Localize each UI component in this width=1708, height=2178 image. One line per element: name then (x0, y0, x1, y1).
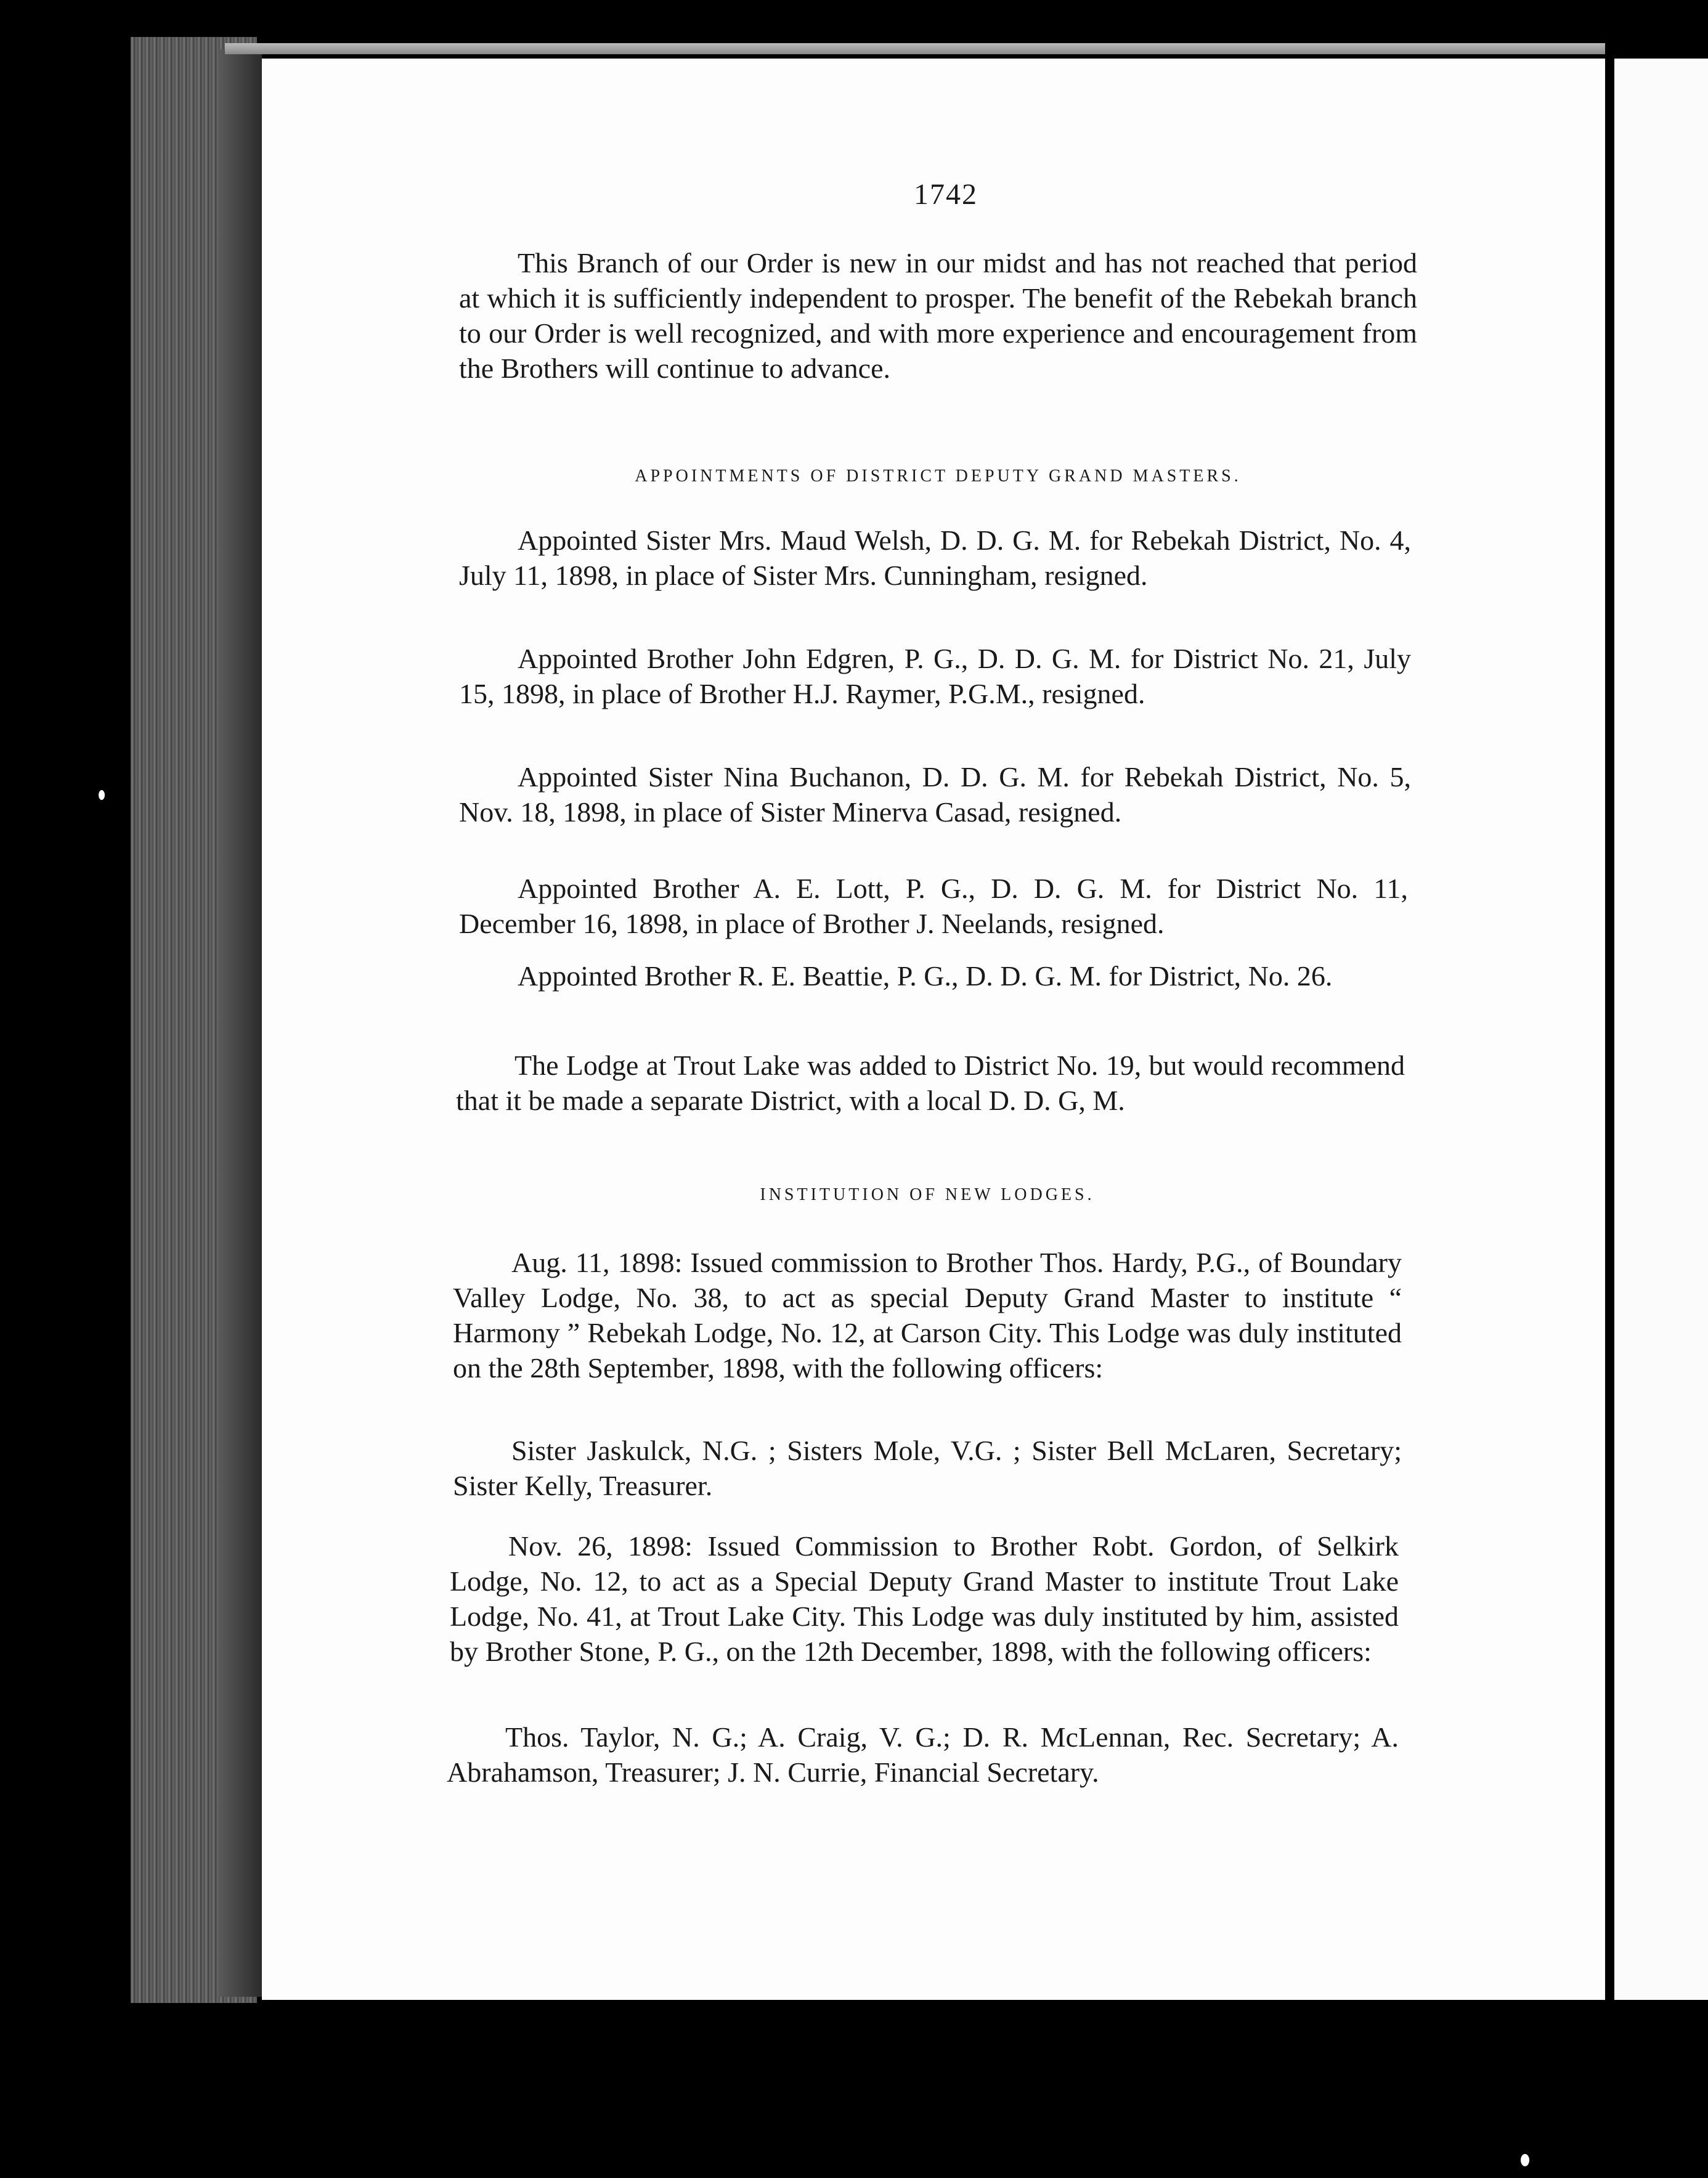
institution-paragraph: Aug. 11, 1898: Issued commission to Brother Thos. Hardy, P.G., of Boundary Valley Lodge, No. 38, to act as special Deputy Grand Master to institute “ Harmony ” Rebekah Lodge, No. 12, at Carson City. This Lodge was duly instituted on the 28th September, 1898, with the following officers: (453, 1247, 1402, 1384)
book-spine-shadow (219, 49, 262, 1997)
appointment-paragraph: Appointed Brother R. E. Beattie, P. G., D. D. G. M. for District, No. 26. (518, 960, 1333, 992)
appointment-paragraph: Appointed Brother A. E. Lott, P. G., D. D. G. M. for District No. 11, December 16, 1898, in place of Brother J. Neelands, resigned. (459, 873, 1408, 939)
appointments-heading: APPOINTMENTS OF DISTRICT DEPUTY GRAND MASTERS. (635, 467, 1242, 486)
appointment-paragraph: Appointed Brother John Edgren, P. G., D. D. G. M. for District No. 21, July 15, 1898, in place of Brother H.J. Raymer, P.G.M., resigned. (459, 643, 1411, 709)
institution-paragraph: Thos. Taylor, N. G.; A. Craig, V. G.; D. R. McLennan, Rec. Secretary; A. Abrahamson, Treasurer; J. N. Currie, Financial Secretary. (447, 1721, 1399, 1788)
scan-speck (99, 790, 105, 800)
page-number: 1742 (914, 178, 978, 211)
appointment-paragraph: Appointed Sister Nina Buchanon, D. D. G. M. for Rebekah District, No. 5, Nov. 18, 1898, in place of Sister Minerva Casad, resigned. (459, 761, 1411, 828)
institution-heading: INSTITUTION OF NEW LODGES. (760, 1185, 1095, 1204)
appointment-paragraph: The Lodge at Trout Lake was added to District No. 19, but would recommend that it be made a separate District, with a local D. D. G, M. (456, 1050, 1405, 1116)
scan-speck (1521, 2154, 1529, 2166)
institution-paragraph: Nov. 26, 1898: Issued Commission to Brother Robt. Gordon, of Selkirk Lodge, No. 12, to act as a Special Deputy Grand Master to institute Trout Lake Lodge, No. 41, at Trout Lake City. This Lodge was duly instituted by him, assisted by Brother Stone, P. G., on the 12th December, 1898, with the following officers: (450, 1530, 1399, 1667)
page-top-edge (225, 43, 1605, 54)
institution-paragraph: Sister Jaskulck, N.G. ; Sisters Mole, V.G. ; Sister Bell McLaren, Secretary; Sister Kelly, Treasurer. (453, 1435, 1402, 1501)
intro-paragraph: This Branch of our Order is new in our midst and has not reached that period at which it is sufficiently independent to prosper. The benefit of the Rebekah branch to our Order is well recognized, and with more experience and encouragement from the Brothers will continue to advance. (459, 247, 1417, 384)
facing-page-edge (1614, 59, 1708, 2000)
appointment-paragraph: Appointed Sister Mrs. Maud Welsh, D. D. G. M. for Rebekah District, No. 4, July 11, 1898, in place of Sister Mrs. Cunningham, resigned. (459, 524, 1411, 591)
